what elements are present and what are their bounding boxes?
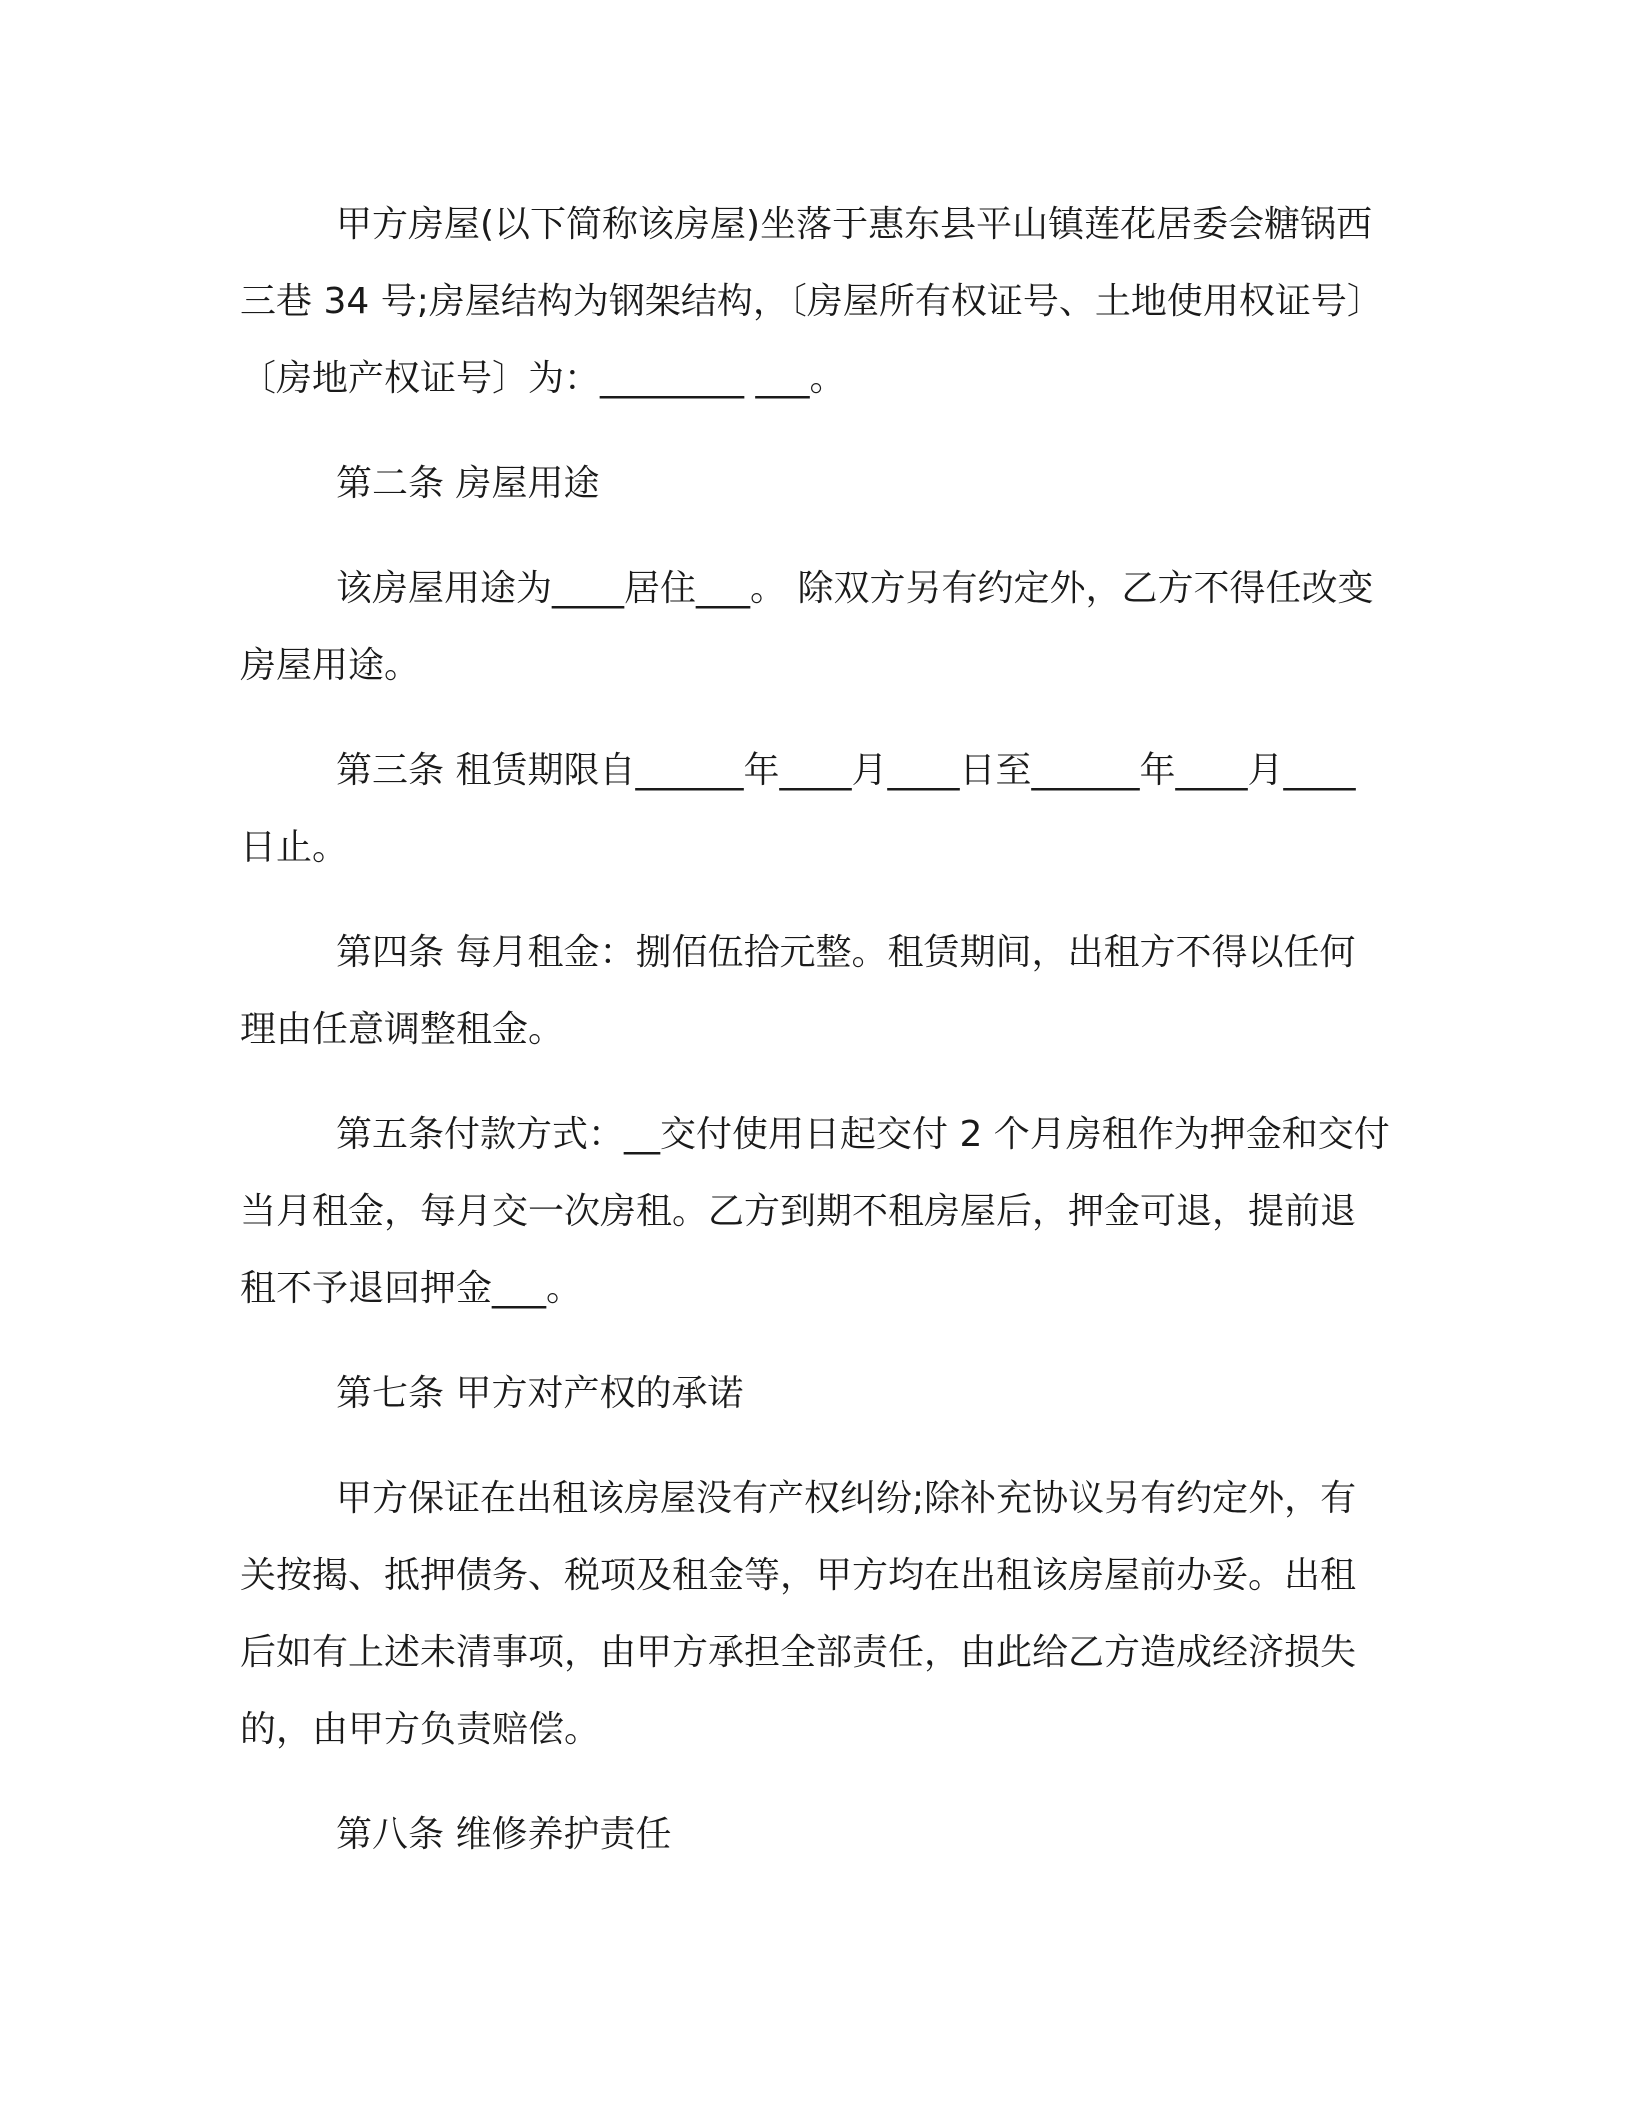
paragraph-article-4-rent: 第四条 每月租金：捌佰伍拾元整。租赁期间，出租方不得以任何理由任意调整租金。 [240,932,1356,1050]
paragraph-property-location: 甲方房屋(以下简称该房屋)坐落于惠东县平山镇莲花居委会糖锅西三巷 34 号;房屋结构为钢架结构，〔房屋所有权证号、土地使用权证号〕〔房地产权证号〕为：________ ___。 [240,204,1383,399]
paragraph-house-usage: 该房屋用途为____居住___。 除双方另有约定外，乙方不得任改变房屋用途。 [240,568,1374,686]
heading-article-2: 第二条 房屋用途 [336,463,600,504]
paragraph-article-3-lease-term: 第三条 租赁期限自______年____月____日至______年____月____日止。 [240,750,1356,868]
document-body [240,186,1390,1901]
paragraph-property-rights-promise: 甲方保证在出租该房屋没有产权纠纷;除补充协议另有约定外，有关按揭、抵押债务、税项及租金等，甲方均在出租该房屋前办妥。出租后如有上述未清事项，由甲方承担全部责任，由此给乙方造成经济损失的，由甲方负责赔偿。 [240,1478,1357,1750]
heading-article-8: 第八条 维修养护责任 [336,1814,672,1855]
paragraph-article-5-payment: 第五条付款方式：__交付使用日起交付 2 个月房租作为押金和交付当月租金，每月交一次房租。乙方到期不租房屋后，押金可退，提前退租不予退回押金___。 [240,1114,1390,1309]
heading-article-7: 第七条 甲方对产权的承诺 [336,1373,744,1414]
